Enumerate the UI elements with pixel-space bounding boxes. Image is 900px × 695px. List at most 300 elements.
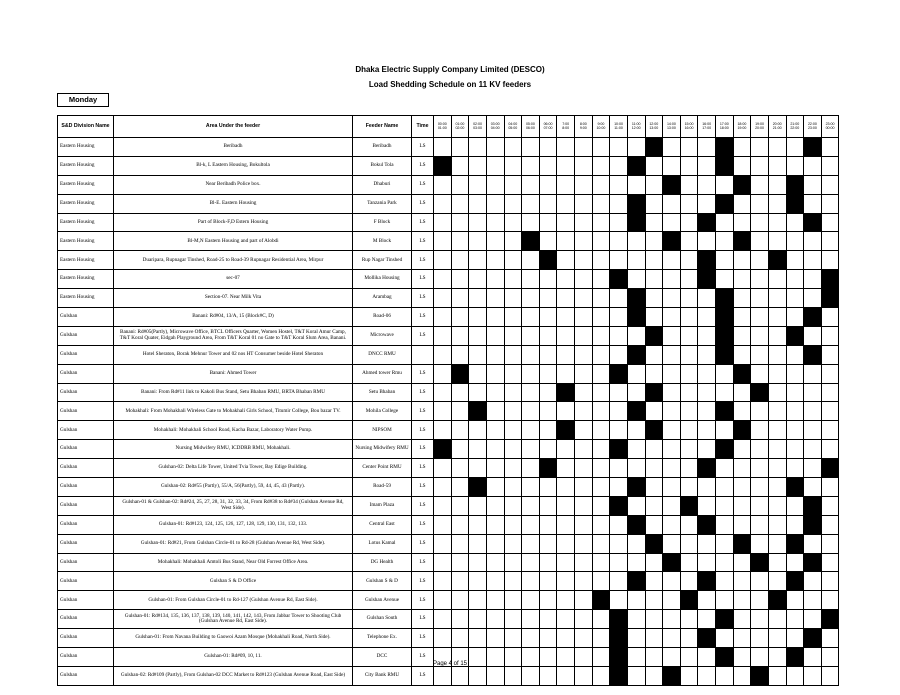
slot-cell xyxy=(821,232,839,251)
slot-cell xyxy=(663,308,681,327)
table-row xyxy=(58,289,839,308)
slot-cell xyxy=(786,364,804,383)
time-cell: LS xyxy=(412,326,434,345)
slot-cell xyxy=(451,496,469,515)
slot-cell xyxy=(680,232,698,251)
slot-cell xyxy=(451,308,469,327)
slot-cell xyxy=(539,610,557,629)
slot-cell xyxy=(504,440,522,459)
document-subtitle: Load Shedding Schedule on 11 KV feeders xyxy=(368,80,532,89)
slot-cell xyxy=(469,213,487,232)
slot-cell xyxy=(539,478,557,497)
slot-cell xyxy=(592,402,610,421)
slot-cell xyxy=(434,308,452,327)
load-shedding-cell xyxy=(821,610,839,629)
slot-cell xyxy=(733,308,751,327)
feeder-cell: DCC xyxy=(353,648,412,667)
slot-cell xyxy=(486,308,504,327)
slot-cell xyxy=(486,364,504,383)
slot-cell xyxy=(610,232,628,251)
table-row xyxy=(58,251,839,270)
slot-cell xyxy=(716,364,734,383)
slot-cell xyxy=(539,629,557,648)
load-shedding-cell xyxy=(610,496,628,515)
slot-cell xyxy=(733,289,751,308)
slot-cell xyxy=(751,175,769,194)
document-title: Dhaka Electric Supply Company Limited (DESCO) xyxy=(355,65,545,74)
slot-cell xyxy=(645,515,663,534)
slot-cell xyxy=(557,345,575,364)
load-shedding-cell xyxy=(610,629,628,648)
division-cell: Gulshan xyxy=(58,402,114,421)
slot-cell xyxy=(768,232,786,251)
slot-cell xyxy=(486,194,504,213)
slot-cell xyxy=(504,194,522,213)
slot-cell xyxy=(680,553,698,572)
slot-cell xyxy=(751,459,769,478)
time-slot-header xyxy=(804,116,822,138)
slot-cell xyxy=(557,591,575,610)
slot-cell xyxy=(557,553,575,572)
slot-cell xyxy=(522,459,540,478)
slot-cell xyxy=(469,629,487,648)
table-row xyxy=(58,326,839,345)
slot-cell xyxy=(610,402,628,421)
table-row xyxy=(58,270,839,289)
division-cell: Eastern Housing xyxy=(58,175,114,194)
slot-cell xyxy=(575,572,593,591)
slot-cell xyxy=(451,591,469,610)
slot-cell xyxy=(804,440,822,459)
slot-end: 23:00 xyxy=(807,125,817,130)
slot-cell xyxy=(610,515,628,534)
slot-cell xyxy=(469,156,487,175)
slot-cell xyxy=(557,289,575,308)
slot-cell xyxy=(786,610,804,629)
slot-cell xyxy=(469,326,487,345)
area-cell: Nursing Midwifery RMU, ICDDRB RMU, Mohakhali. xyxy=(114,440,353,459)
slot-cell xyxy=(768,478,786,497)
slot-cell xyxy=(610,591,628,610)
slot-cell xyxy=(504,459,522,478)
feeder-cell: Central East xyxy=(353,515,412,534)
slot-cell xyxy=(486,175,504,194)
time-slot-header xyxy=(680,116,698,138)
load-shedding-cell xyxy=(804,553,822,572)
slot-cell xyxy=(504,326,522,345)
slot-cell xyxy=(539,383,557,402)
slot-cell xyxy=(663,326,681,345)
division-cell: Gulshan xyxy=(58,610,114,629)
slot-cell xyxy=(486,478,504,497)
slot-cell xyxy=(821,138,839,157)
slot-cell xyxy=(575,308,593,327)
table-row xyxy=(58,345,839,364)
slot-cell xyxy=(539,213,557,232)
area-cell: Beribadh xyxy=(114,138,353,157)
slot-cell xyxy=(469,572,487,591)
slot-cell xyxy=(768,156,786,175)
feeder-cell: Ahmed tower Rmu xyxy=(353,364,412,383)
load-shedding-cell xyxy=(716,345,734,364)
slot-cell xyxy=(821,629,839,648)
slot-cell xyxy=(680,213,698,232)
slot-cell xyxy=(733,666,751,685)
slot-cell xyxy=(469,610,487,629)
slot-cell xyxy=(751,232,769,251)
slot-cell xyxy=(522,496,540,515)
slot-cell xyxy=(751,478,769,497)
load-shedding-cell xyxy=(751,383,769,402)
slot-cell xyxy=(663,364,681,383)
slot-cell xyxy=(733,496,751,515)
slot-cell xyxy=(627,326,645,345)
slot-cell xyxy=(434,610,452,629)
load-shedding-cell xyxy=(627,213,645,232)
load-shedding-cell xyxy=(627,156,645,175)
slot-cell xyxy=(698,289,716,308)
area-cell: Banani: From Rd#11 link to Kakoli Bus Stand, Setu Bhaban RMU, BRTA Bhaban RMU xyxy=(114,383,353,402)
area-cell: Duaripara, Rupnagar Tinshed, Road-25 to Road-39 Rupnagar Residential Area, Mirpur xyxy=(114,251,353,270)
load-shedding-cell xyxy=(610,610,628,629)
load-shedding-cell xyxy=(627,308,645,327)
slot-cell xyxy=(821,440,839,459)
slot-cell xyxy=(451,213,469,232)
load-shedding-cell xyxy=(610,270,628,289)
slot-cell xyxy=(698,383,716,402)
slot-cell xyxy=(522,591,540,610)
load-shedding-cell xyxy=(698,213,716,232)
slot-cell xyxy=(451,629,469,648)
slot-cell xyxy=(610,194,628,213)
slot-cell xyxy=(663,591,681,610)
slot-cell xyxy=(680,666,698,685)
slot-cell xyxy=(645,572,663,591)
slot-cell xyxy=(539,308,557,327)
slot-cell xyxy=(804,421,822,440)
slot-end: 18:00 xyxy=(719,125,729,130)
slot-cell xyxy=(504,629,522,648)
slot-cell xyxy=(486,610,504,629)
load-shedding-cell xyxy=(627,402,645,421)
feeder-cell: Imam Plaza xyxy=(353,496,412,515)
slot-cell xyxy=(663,572,681,591)
feeder-cell: Road-59 xyxy=(353,478,412,497)
area-cell: Bl-k, L Eastern Housing, Bokultola xyxy=(114,156,353,175)
slot-cell xyxy=(627,666,645,685)
slot-cell xyxy=(733,572,751,591)
slot-cell xyxy=(522,213,540,232)
slot-cell xyxy=(698,610,716,629)
slot-cell xyxy=(733,213,751,232)
feeder-cell: Gulshan South xyxy=(353,610,412,629)
slot-cell xyxy=(486,591,504,610)
slot-cell xyxy=(680,270,698,289)
table-row xyxy=(58,591,839,610)
table-row xyxy=(58,553,839,572)
slot-cell xyxy=(610,175,628,194)
slot-cell xyxy=(469,421,487,440)
time-slot-header xyxy=(698,116,716,138)
slot-cell xyxy=(786,345,804,364)
slot-cell xyxy=(434,553,452,572)
slot-cell xyxy=(768,402,786,421)
slot-cell xyxy=(504,251,522,270)
slot-start: 15:00 xyxy=(684,121,694,126)
slot-cell xyxy=(557,175,575,194)
slot-cell xyxy=(522,156,540,175)
slot-cell xyxy=(645,194,663,213)
time-slot-header xyxy=(592,116,610,138)
slot-cell xyxy=(522,251,540,270)
slot-cell xyxy=(610,345,628,364)
column-header-feeder: Feeder Name xyxy=(353,116,412,138)
slot-cell xyxy=(733,138,751,157)
slot-cell xyxy=(786,421,804,440)
load-shedding-cell xyxy=(821,270,839,289)
table-row xyxy=(58,421,839,440)
slot-cell xyxy=(821,213,839,232)
slot-cell xyxy=(557,270,575,289)
slot-cell xyxy=(469,138,487,157)
slot-cell xyxy=(434,251,452,270)
time-cell: LS xyxy=(412,553,434,572)
slot-cell xyxy=(539,270,557,289)
division-cell: Gulshan xyxy=(58,496,114,515)
slot-cell xyxy=(486,629,504,648)
slot-cell xyxy=(716,213,734,232)
slot-cell xyxy=(592,421,610,440)
slot-cell xyxy=(663,345,681,364)
column-header-time: Time xyxy=(412,116,434,138)
load-shedding-cell xyxy=(821,459,839,478)
table-row xyxy=(58,572,839,591)
slot-cell xyxy=(768,629,786,648)
slot-cell xyxy=(575,289,593,308)
slot-start: 03:00 xyxy=(490,121,500,126)
time-cell: LS xyxy=(412,440,434,459)
slot-cell xyxy=(645,459,663,478)
slot-end: 22:00 xyxy=(790,125,800,130)
load-shedding-cell xyxy=(645,326,663,345)
slot-cell xyxy=(645,345,663,364)
slot-cell xyxy=(451,440,469,459)
table-row xyxy=(58,156,839,175)
slot-cell xyxy=(680,572,698,591)
table-row xyxy=(58,138,839,157)
load-shedding-cell xyxy=(627,572,645,591)
slot-cell xyxy=(486,496,504,515)
slot-cell xyxy=(627,440,645,459)
slot-cell xyxy=(504,289,522,308)
slot-cell xyxy=(504,308,522,327)
time-slot-header xyxy=(645,116,663,138)
table-row xyxy=(58,534,839,553)
slot-cell xyxy=(804,364,822,383)
slot-start: 23:00 xyxy=(825,121,835,126)
slot-cell xyxy=(768,534,786,553)
slot-cell xyxy=(592,553,610,572)
slot-cell xyxy=(821,572,839,591)
division-cell: Gulshan xyxy=(58,629,114,648)
slot-cell xyxy=(451,421,469,440)
slot-cell xyxy=(434,402,452,421)
slot-cell xyxy=(539,194,557,213)
slot-cell xyxy=(821,194,839,213)
slot-cell xyxy=(716,591,734,610)
slot-cell xyxy=(575,138,593,157)
feeder-cell: Beribadh xyxy=(353,138,412,157)
feeder-cell: NIPSOM xyxy=(353,421,412,440)
slot-cell xyxy=(768,270,786,289)
time-slot-header xyxy=(575,116,593,138)
slot-cell xyxy=(786,213,804,232)
time-slot-header xyxy=(434,116,452,138)
load-shedding-cell xyxy=(627,194,645,213)
load-shedding-cell xyxy=(627,515,645,534)
slot-cell xyxy=(786,515,804,534)
load-shedding-cell xyxy=(804,496,822,515)
time-cell: LS xyxy=(412,251,434,270)
slot-cell xyxy=(469,496,487,515)
load-shedding-cell xyxy=(804,308,822,327)
slot-cell xyxy=(575,459,593,478)
slot-cell xyxy=(451,534,469,553)
slot-cell xyxy=(592,383,610,402)
division-cell: Eastern Housing xyxy=(58,270,114,289)
load-shedding-cell xyxy=(434,156,452,175)
slot-cell xyxy=(716,459,734,478)
time-slot-header xyxy=(627,116,645,138)
slot-cell xyxy=(627,421,645,440)
load-shedding-cell xyxy=(733,534,751,553)
slot-end: 19:00 xyxy=(737,125,747,130)
slot-cell xyxy=(557,364,575,383)
division-cell: Gulshan xyxy=(58,364,114,383)
slot-end: 07:00 xyxy=(543,125,553,130)
load-shedding-cell xyxy=(698,629,716,648)
feeder-cell: M Block xyxy=(353,232,412,251)
slot-cell xyxy=(575,629,593,648)
area-cell: Gulshan-02: Rd#55 (Partly), 55/A, 56(Partly), 59, 44, 45, 43 (Partly). xyxy=(114,478,353,497)
slot-cell xyxy=(663,383,681,402)
slot-cell xyxy=(539,534,557,553)
slot-cell xyxy=(751,572,769,591)
slot-cell xyxy=(680,138,698,157)
slot-cell xyxy=(592,534,610,553)
slot-cell xyxy=(451,326,469,345)
slot-cell xyxy=(557,156,575,175)
load-shedding-cell xyxy=(716,440,734,459)
slot-cell xyxy=(539,326,557,345)
slot-cell xyxy=(575,440,593,459)
slot-cell xyxy=(663,270,681,289)
slot-cell xyxy=(469,345,487,364)
slot-cell xyxy=(821,364,839,383)
slot-end: 13:00 xyxy=(649,125,659,130)
division-cell: Gulshan xyxy=(58,326,114,345)
slot-cell xyxy=(522,194,540,213)
load-shedding-cell xyxy=(698,251,716,270)
slot-cell xyxy=(733,345,751,364)
slot-cell xyxy=(575,175,593,194)
slot-cell xyxy=(451,666,469,685)
division-cell: Eastern Housing xyxy=(58,138,114,157)
slot-cell xyxy=(768,289,786,308)
slot-cell xyxy=(469,194,487,213)
time-cell: LS xyxy=(412,213,434,232)
slot-end: 01:00 xyxy=(437,125,447,130)
slot-cell xyxy=(751,629,769,648)
load-shedding-cell xyxy=(663,232,681,251)
slot-cell xyxy=(486,383,504,402)
load-shedding-cell xyxy=(804,515,822,534)
slot-cell xyxy=(434,232,452,251)
slot-cell xyxy=(557,478,575,497)
division-cell: Eastern Housing xyxy=(58,156,114,175)
slot-cell xyxy=(486,326,504,345)
slot-end: 00:00 xyxy=(825,125,835,130)
slot-cell xyxy=(786,496,804,515)
feeder-cell: F Block xyxy=(353,213,412,232)
slot-cell xyxy=(575,194,593,213)
schedule-table xyxy=(57,115,839,686)
slot-cell xyxy=(733,251,751,270)
slot-cell xyxy=(592,194,610,213)
slot-cell xyxy=(592,459,610,478)
slot-cell xyxy=(627,138,645,157)
time-cell: LS xyxy=(412,515,434,534)
slot-cell xyxy=(557,459,575,478)
slot-cell xyxy=(434,496,452,515)
area-cell: Gulshan-01 & Gulshan-02: Rd#24, 25, 27, 28, 31, 32, 33, 34, From Rd#38 to Rd#34 (Gulshan Avenue Rd, West Side). xyxy=(114,496,353,515)
slot-cell xyxy=(680,610,698,629)
slot-cell xyxy=(522,308,540,327)
slot-cell xyxy=(716,534,734,553)
slot-cell xyxy=(575,213,593,232)
time-cell: LS xyxy=(412,232,434,251)
table-row xyxy=(58,175,839,194)
slot-cell xyxy=(804,175,822,194)
column-header-area: Area Under the feeder xyxy=(114,116,353,138)
slot-cell xyxy=(804,156,822,175)
slot-start: 14:00 xyxy=(666,121,676,126)
load-shedding-cell xyxy=(716,402,734,421)
slot-cell xyxy=(821,251,839,270)
slot-cell xyxy=(610,251,628,270)
table-row xyxy=(58,629,839,648)
slot-start: 7:00 xyxy=(562,121,570,126)
time-slot-header xyxy=(610,116,628,138)
slot-cell xyxy=(451,478,469,497)
slot-cell xyxy=(698,402,716,421)
slot-cell xyxy=(469,308,487,327)
slot-cell xyxy=(434,666,452,685)
load-shedding-cell xyxy=(645,383,663,402)
time-cell: LS xyxy=(412,270,434,289)
slot-start: 04:00 xyxy=(508,121,518,126)
slot-cell xyxy=(645,364,663,383)
schedule-body xyxy=(58,138,839,686)
slot-cell xyxy=(592,289,610,308)
slot-cell xyxy=(575,553,593,572)
slot-cell xyxy=(663,289,681,308)
slot-cell xyxy=(504,364,522,383)
slot-cell xyxy=(486,232,504,251)
feeder-cell: Setu Bhaban xyxy=(353,383,412,402)
load-shedding-cell xyxy=(522,232,540,251)
slot-cell xyxy=(557,138,575,157)
